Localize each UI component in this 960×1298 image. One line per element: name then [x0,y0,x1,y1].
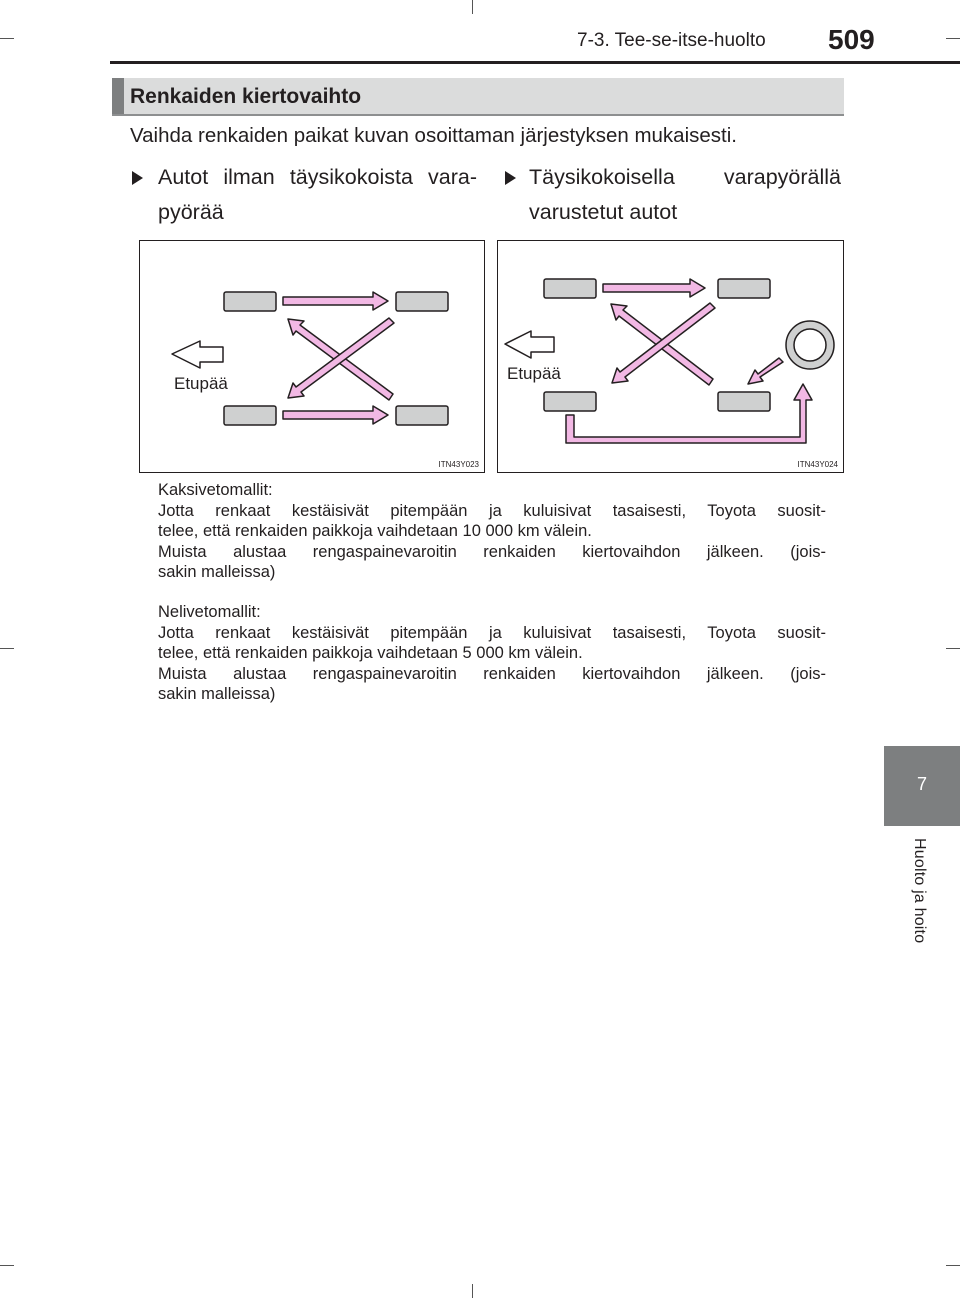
note-line: Jotta renkaat kestäisivät pitempään ja kuluisivat tasaisesti, Toyota suosit- [158,623,826,642]
crop-mark [0,648,14,649]
spare-tire-inner [794,329,826,361]
section-title: Renkaiden kiertovaihto [130,85,362,108]
note-model: Kaksivetomallit: [158,481,273,499]
crop-mark [946,648,960,649]
crop-mark [946,38,960,39]
note-model: Nelivetomallit: [158,603,261,621]
chapter-number: 7 [916,774,927,794]
tire-front-left [224,292,276,311]
rotation-diagram-svg [140,241,486,474]
crop-mark [0,1265,14,1266]
rotation-arrow-to-spare [748,358,783,384]
note-line: sakin malleissa) [158,685,276,703]
note-line: sakin malleissa) [158,563,276,581]
crop-mark [0,38,14,39]
tire-rear-left [718,279,770,298]
section-heading-bar [112,78,124,114]
rotation-arrow-top [603,279,705,297]
triangle-bullet-icon [132,171,143,185]
rotation-arrow-bottom [283,406,388,424]
subheading-line: Täysikokoisella varapyörällä [529,165,841,189]
chapter-tab [884,746,960,826]
subheading-line: pyörää [158,200,224,224]
rotation-arrow-spare-loop [566,384,812,443]
tire-rear-right [718,392,770,411]
rotation-diagram-svg [498,241,845,474]
tire-front-right [544,392,596,411]
figure-code: ITN43Y023 [438,460,479,469]
section-heading [112,78,844,116]
header-rule [110,61,960,64]
tire-front-left [544,279,596,298]
rotation-arrow-top [283,292,388,310]
rotation-diagram-five-tires [497,240,844,473]
note-line: Muista alustaa rengaspainevaroitin renkaiden kiertovaihdon jälkeen. (jois- [158,542,826,561]
page-number: 509 [828,24,875,55]
crop-mark [946,1265,960,1266]
note-line: telee, että renkaiden paikkoja vaihdetaan 5 000 km välein. [158,644,583,662]
tire-front-right [224,406,276,425]
figure-code: ITN43Y024 [797,460,838,469]
rotation-diagram-four-tires [139,240,485,473]
front-label: Etupää [507,364,561,383]
chapter-title: Huolto ja hoito [911,838,928,944]
subheading-line: varustetut autot [529,200,678,224]
crop-mark [472,1284,473,1298]
tire-rear-left [396,292,448,311]
front-direction-arrow [172,341,223,368]
note-four-wheel-drive [158,602,826,705]
intro-text: Vaihda renkaiden paikat kuvan osoittaman järjestyksen mukaisesti. [130,124,737,147]
note-two-wheel-drive [158,480,826,583]
front-label: Etupää [174,374,228,393]
crop-mark [472,0,473,14]
note-line: telee, että renkaiden paikkoja vaihdetaan 10 000 km välein. [158,522,592,540]
note-line: Muista alustaa rengaspainevaroitin renkaiden kiertovaihdon jälkeen. (jois- [158,664,826,683]
tire-rear-right [396,406,448,425]
subheading-no-fullsize-spare [132,160,477,230]
subheading-fullsize-spare [505,160,841,230]
note-line: Jotta renkaat kestäisivät pitempään ja kuluisivat tasaisesti, Toyota suosit- [158,501,826,520]
triangle-bullet-icon [505,171,516,185]
subheading-line: Autot ilman täysikokoista vara- [158,165,477,189]
front-direction-arrow [505,331,554,358]
running-header: 7-3. Tee-se-itse-huolto [577,30,766,51]
